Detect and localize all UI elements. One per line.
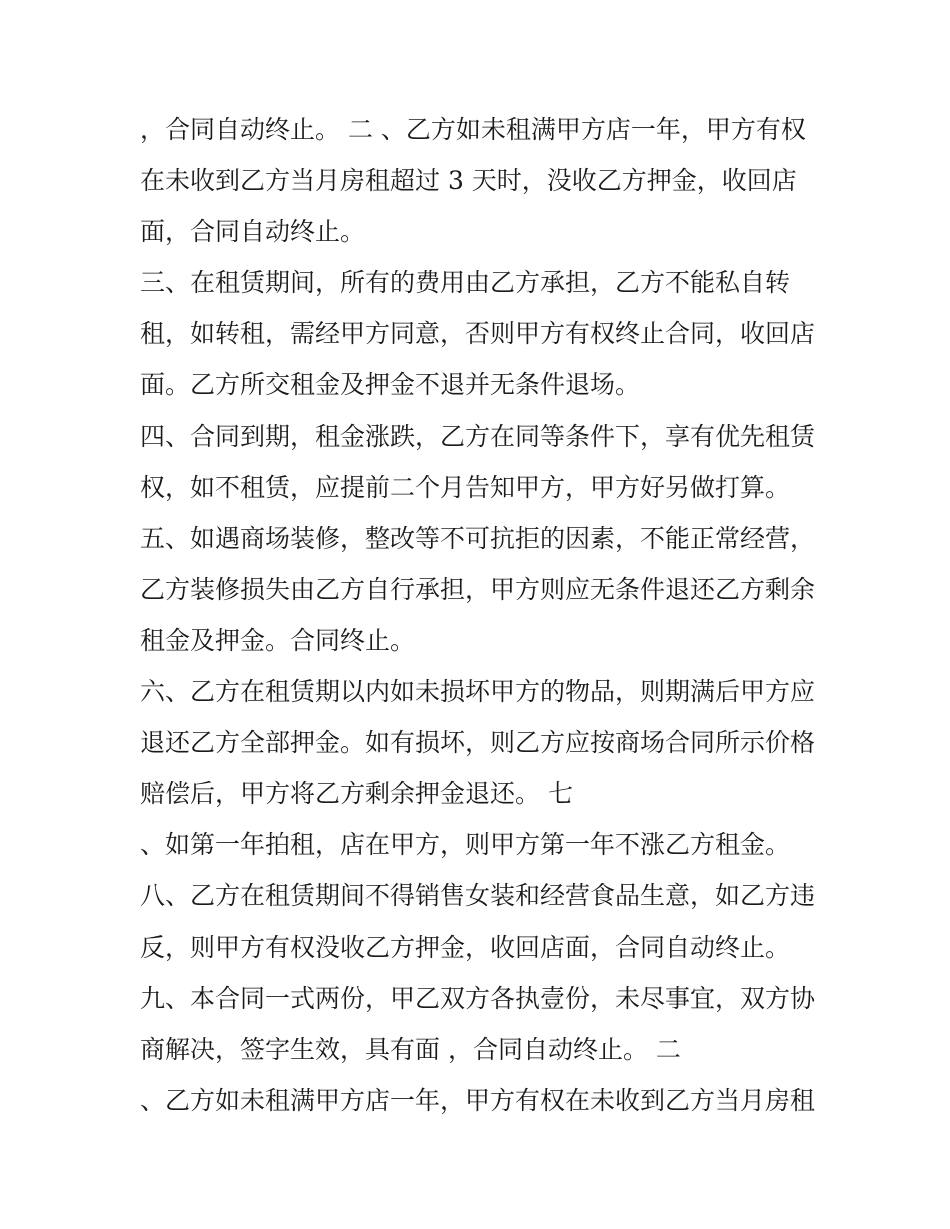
text-line: 六、乙方在租赁期以内如未损坏甲方的物品，则期满后甲方应 — [140, 677, 816, 707]
text-line: 九、本合同一式两份，甲乙双方各执壹份，未尽事宜，双方协 — [140, 983, 816, 1013]
text-line: 三、在租赁期间，所有的费用由乙方承担，乙方不能私自转 — [140, 268, 791, 298]
text-line: 反，则甲方有权没收乙方押金，收回店面，合同自动终止。 — [140, 932, 791, 962]
text-line: 四、合同到期，租金涨跌，乙方在同等条件下，享有优先租赁 — [140, 421, 816, 451]
text-line: 面，合同自动终止。 — [140, 217, 366, 247]
text-line: 乙方装修损失由乙方自行承担，甲方则应无条件退还乙方剩余 — [140, 574, 816, 604]
text-line: 在未收到乙方当月房租超过 3 天时，没收乙方押金，收回店 — [140, 166, 797, 196]
text-line: 八、乙方在租赁期间不得销售女装和经营食品生意，如乙方违 — [140, 881, 816, 911]
text-line: ，合同自动终止。 二 、乙方如未租满甲方店一年，甲方有权 — [140, 115, 806, 144]
text-line: 商解决，签字生效，具有面 ，合同自动终止。 二 — [140, 1034, 681, 1064]
text-line: 租金及押金。合同终止。 — [140, 625, 416, 655]
text-line: 、如第一年拍租，店在甲方，则甲方第一年不涨乙方租金。 — [140, 830, 791, 860]
text-line: 退还乙方全部押金。如有损坏，则乙方应按商场合同所示价格 — [140, 728, 816, 758]
text-line: 五、如遇商场装修，整改等不可抗拒的因素，不能正常经营， — [140, 523, 816, 553]
text-line: 、乙方如未租满甲方店一年，甲方有权在未收到乙方当月房租 — [140, 1085, 816, 1115]
text-line: 租，如转租，需经甲方同意，否则甲方有权终止合同，收回店 — [140, 319, 816, 349]
contract-text — [140, 104, 820, 1126]
text-line: 面。乙方所交租金及押金不退并无条件退场。 — [140, 370, 641, 400]
text-line: 赔偿后，甲方将乙方剩余押金退还。 七 — [140, 779, 573, 809]
text-line: 权，如不租赁，应提前二个月告知甲方，甲方好另做打算。 — [140, 472, 791, 502]
